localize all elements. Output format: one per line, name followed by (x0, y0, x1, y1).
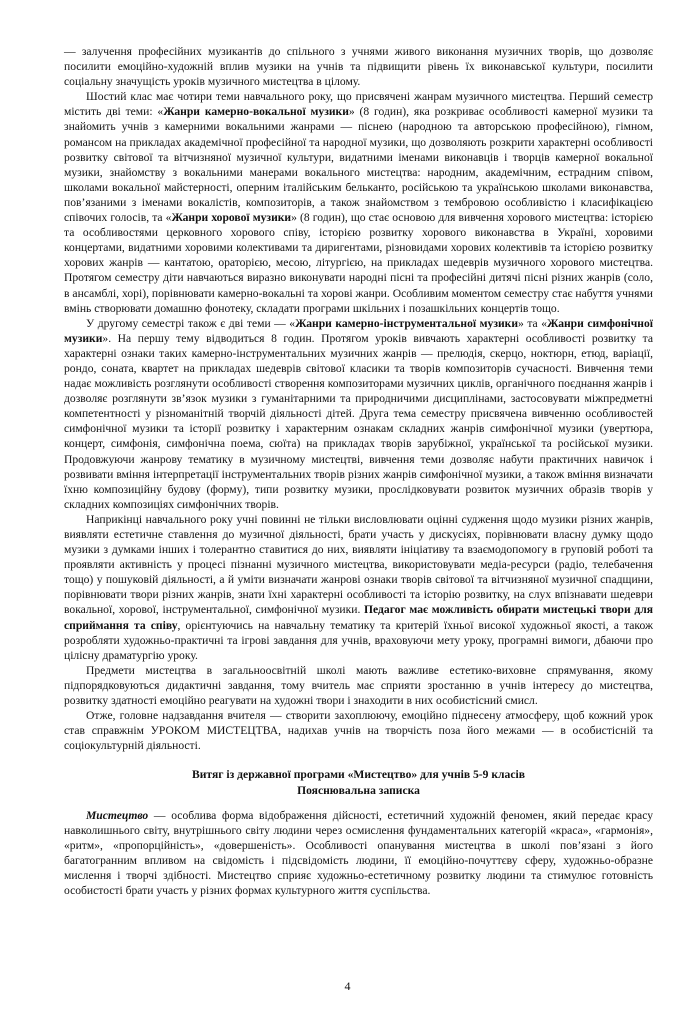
bold-text: Педагог має можливість обирати мистецькі твори для сприймання та співу (64, 603, 653, 632)
document-page (64, 44, 653, 898)
closing-paragraph (64, 808, 653, 899)
body-paragraphs (64, 44, 653, 753)
paragraph (64, 316, 653, 512)
emphasis-text: Мистецтво (86, 808, 149, 822)
page-number: 4 (344, 979, 351, 993)
paragraph (64, 708, 653, 753)
text-run: ». На першу тему відводиться 8 годин. Протягом уроків вивчають характерні особливості розвитку та характерні ознаки таких камерно-інструментальних музичних жанрів — прелюдія, скерцо, ноктюрн, етюд, варіації, рондо, соната, квартет на прикладах шедеврів світової класики та творів композиторів сучасності. Вивчення теми надає можливість розглянути особливості створення композиторами музичних циклів, органічного поєднання жанрів і дозволяє розглянути зв’язок музики з гуманітарними та природничими дисциплінами, застосовувати міжпредметні компетентності у різноманітній творчій діяльності дітей. Друга тема семестру присвячена вивченню особливостей симфонічної музики та історії розвитку і характерним ознакам складних жанрів симфонічної музики (увертюра, концерт, симфонія, симфонічна поема, сюїта) на прикладах творів зарубіжної, української та російської музики. Продовжуючи жанрову тематику в музичному мистецтві, вивчення теми дозволяє набути практичних навичок і розвивати вміння інтерпретації інструментальних творів різних жанрів симфонічної музики, а також вміння визначати їхню композиційну будову (форму), типи розвитку музики, прослідковувати розвиток музичних образів творів у складних композиціях симфонічних творів. (64, 331, 653, 511)
text-run: — залучення професійних музикантів до спільного з учнями живого виконання музичних творів, що дозволяє посилити емоційно-художній вплив музики на учнів та підвищити рівень їх виконавської культури, посилити соціальну значущість уроків музичного мистецтва в цілому. (64, 45, 653, 89)
bold-text (86, 809, 148, 822)
subtitle-gap (64, 798, 653, 808)
paragraph (64, 512, 653, 663)
text-run: » (8 годин), що стає основою для вивчення хорового мистецтва: історією та особливостями церковного хорового співу, історією розвитку хорового виконавства в Україні, хоровими концертами, видатними хоровими колективами та диригентами, різновидами хорових колективів та історією розвитку хорових жанрів — кантатою, ораторією, месою, літургією, на прикладах шедеврів музичного хорового мистецтва. Протягом семестру діти навчаються виразно виконувати народні пісні та професійні дитячі пісні різних жанрів (соло, в ансамблі, хорі), порівнювати камерно-вокальні та хорові жанри. Особливим моментом семестру стає набуття учнями вмінь створювати домашню фонотеку, складати програми шкільних і позашкільних концертів тощо. (64, 211, 654, 315)
section-subtitle: Пояснювальна записка (297, 783, 420, 797)
paragraph (64, 44, 653, 89)
section-gap (64, 753, 653, 767)
paragraph (64, 663, 653, 708)
text-run: Предмети мистецтва в загальноосвітній школі мають важливе естетико-виховне спрямування, якому підпорядковуються дидактичні завдання, тому вчитель має сприяти зростанню в учнів інтересу до мистецтва, розвитку здатності емоційно реагувати на художні твори і знаходити в них особистісний смисл. (64, 663, 653, 708)
text-run: , орієнтуючись на навчальну тематику та критерій їхньої високої художньої якості, а також розробляти художньо-практичні та ігрові завдання для учнів, враховуючи мету уроку, програмні вимоги, дбаючи про цілісну драматургію уроку. (64, 618, 653, 662)
text-run: Шостий клас має чотири теми навчального року, що присвячені жанрам музичного мистецтва. Перший семестр містить дві теми: « (64, 90, 653, 119)
text-run: — особлива форма відображення дійсності, естетичний художній феномен, який передає красу навколишнього світу, внутрішнього світу людини через осмислення фундаментальних категорій «краса», «гармонія», «ритм», «пропорційність», «довершеність». Особливості опанування мистецтва в школі пов’язані з його багатогранним впливом на свідомість і підсвідомість людини, її емоційно-почуттєву сферу, художньо-образне мислення і творчі здібності. Мистецтво сприяє художньо-естетичному розвитку людини та стимулює готовність особистості брати участь у різних формах культурного життя суспільства. (64, 808, 653, 898)
paragraph (64, 89, 653, 315)
section-title: Витяг із державної програми «Мистецтво» для учнів 5-9 класів (192, 768, 525, 782)
bold-text: Жанри камерно-вокальної музики (163, 105, 349, 119)
bold-text: Жанри камерно-інструментальної музики (295, 316, 519, 330)
bold-text: Жанри хорової музики (171, 211, 292, 225)
text-run: Отже, головне надзавдання вчителя — створити захоплюючу, емоційно піднесену атмосферу, щоб кожний урок став справжнім УРОКОМ МИСТЕЦТВА, надихав учнів на творчість поза його межами — в особистісній та соціокультурній діяльності. (64, 709, 653, 753)
bold-text: Жанри симфонічної музики (64, 316, 653, 345)
text-run: Наприкінці навчального року учні повинні не тільки висловлювати оцінні судження щодо музики різних жанрів, виявляти естетичне ставлення до музичної діяльності, брати участь у дискусіях, порівнювати власну думку щодо музики з думками інших і толерантно ставитися до них, виявляти ініціативу та взаємодопомогу в груповій роботі та проявляти активність у процесі пізнанні музичного мистецтва, використовувати медіа-ресурси (радіо, телебачення тощо) у пошуковій діяльності, а й уміти визначати жанрові ознаки творів світової та вітчизняної музичної спадщини, порівнювати твори різних жанрів, знати їхні характерні особливості та історію розвитку, на слух впізнавати шедеври вокальної, хорової, інструментальної, симфонічної музики. (64, 512, 653, 617)
text-run: » та « (518, 316, 548, 330)
text-run: » (8 годин), яка розкриває особливості камерної музики та знайомить учнів з камерними вокальними жанрами — піснею (народною та авторською професійною), гімном, романсом на прикладах академічної професійної та народної музики, що дозволяють розкрити характерні особливості розвитку світової та вітчизняної музичної культури, видатними іменами виконавців і творців камерної вокальної музики, знайомству з вокальними манерами вокального мистецтва: народним, академічним, естрадним співом, школами вокальної майстерності, оперним італійським бельканто, російською та українською школами виконавства, пов’язаними з іменами вокалістів, композиторів, а також знайомством з тембровою особливістю і класифікацією співочих голосів, та « (64, 105, 653, 225)
text-run: У другому семестрі також є дві теми — « (86, 316, 296, 330)
